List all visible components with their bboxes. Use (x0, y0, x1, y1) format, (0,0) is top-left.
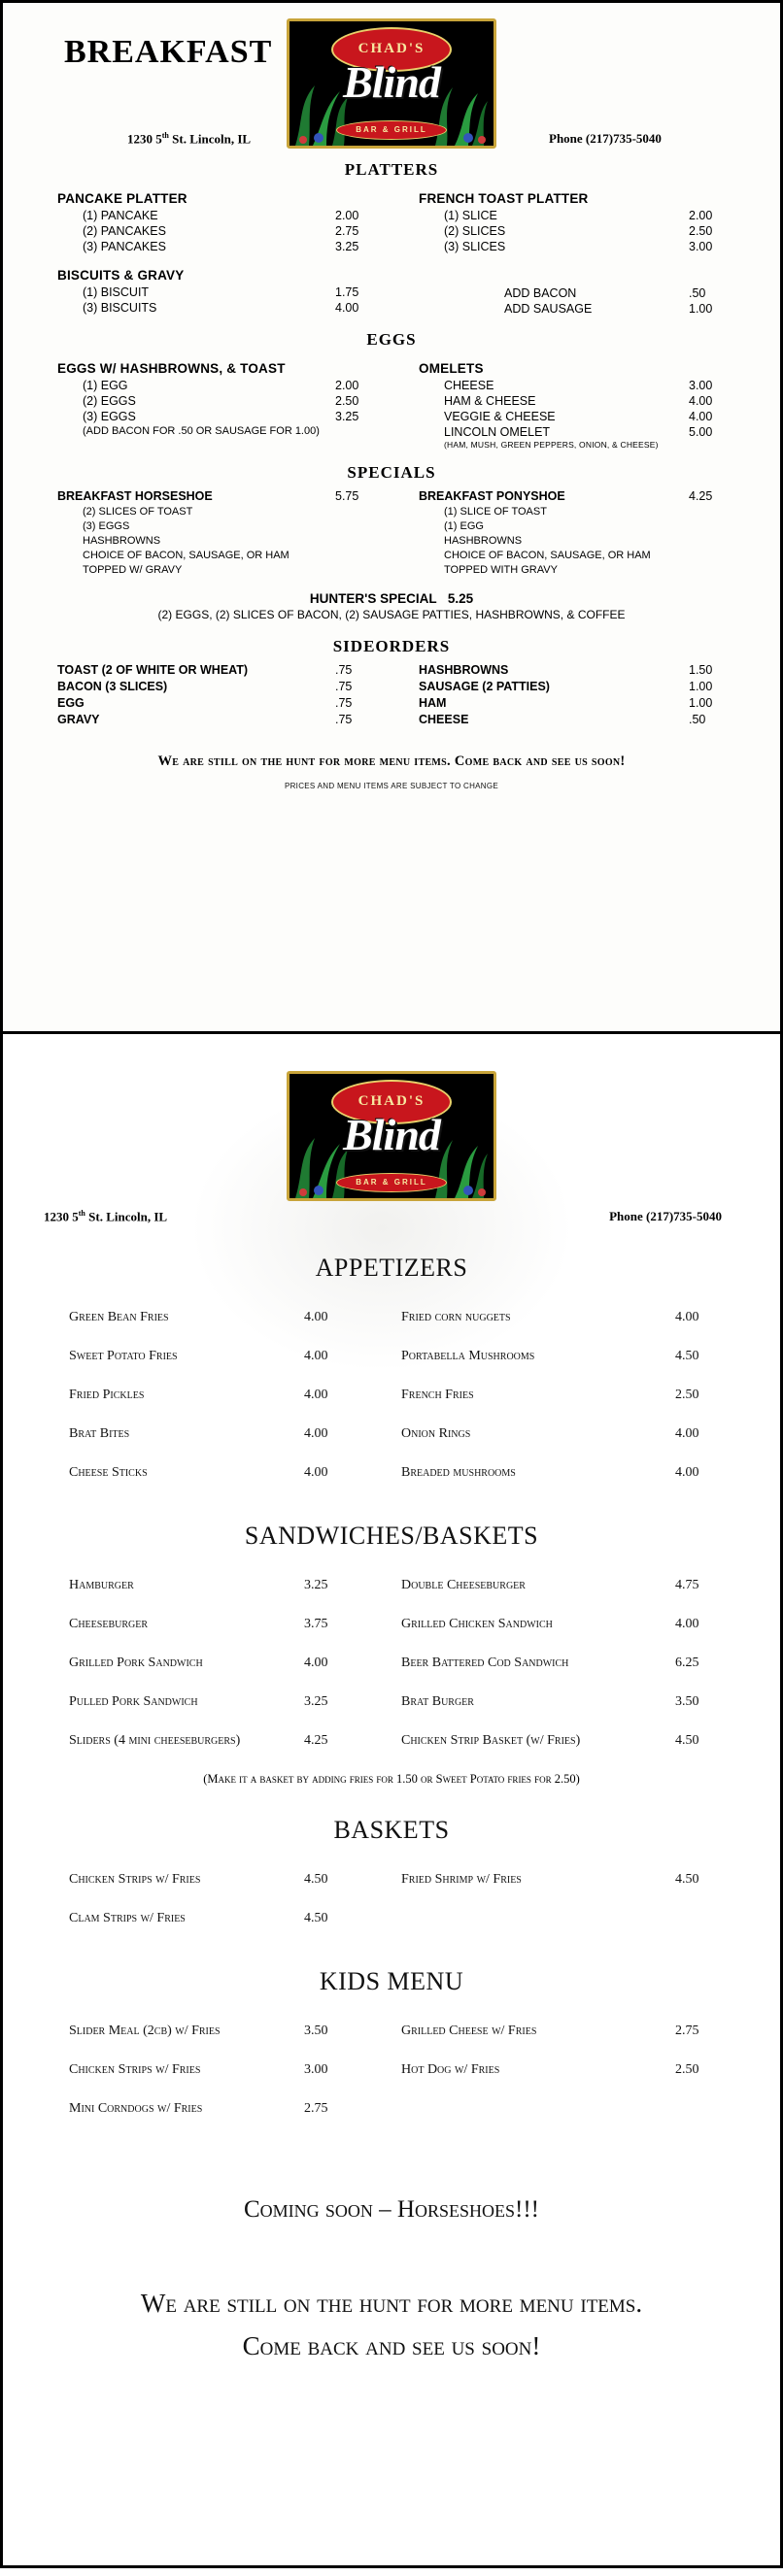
chads-blind-logo (287, 1071, 496, 1201)
kids-left-column (20, 2012, 392, 2128)
menu-item: (1) PANCAKE 2.00 (83, 209, 359, 223)
category-eggs-hashbrowns-toast: EGGS W/ HASHBROWNS, & TOAST (57, 361, 286, 377)
menu-item: Sliders (4 mini cheeseburgers) 4.25 (69, 1733, 328, 1749)
section-heading-baskets: BASKETS (333, 1816, 450, 1845)
menu-item: Fried Pickles 4.00 (69, 1388, 328, 1403)
menu-item: SAUSAGE (2 PATTIES) 1.00 (419, 680, 713, 694)
special-line: (1) EGG (444, 520, 484, 533)
menu-item: ADD BACON .50 (504, 286, 706, 301)
menu-item: (2) EGGS 2.50 (83, 394, 359, 409)
phone-number: Phone (217)735-5040 (609, 1209, 722, 1223)
special-line: CHOICE OF BACON, SAUSAGE, OR HAM (444, 550, 651, 562)
menu-item: (3) PANCAKES 3.25 (83, 240, 359, 254)
menu-item: Onion Rings 4.00 (401, 1426, 699, 1442)
section-heading-eggs: EGGS (366, 330, 417, 350)
baskets-left-column (20, 1860, 392, 1938)
page1-header (20, 17, 763, 172)
menu-item: (1) EGG 2.00 (83, 379, 359, 393)
menu-item: (1) SLICE 2.00 (444, 209, 713, 223)
logo-oval-text: CHAD'S (331, 1080, 452, 1124)
menu-item: GRAVY .75 (57, 713, 353, 727)
menu-item: Brat Burger 3.50 (401, 1694, 699, 1710)
menu-item: Portabella Mushrooms 4.50 (401, 1349, 699, 1364)
category-pancake-platter: PANCAKE PLATTER (57, 191, 187, 207)
menu-item: HAM 1.00 (419, 696, 713, 711)
kids-right-column (392, 2012, 763, 2128)
specials-right-column (392, 488, 763, 578)
menu-item: CHEESE 3.00 (444, 379, 713, 393)
footer-line-2: Come back and see us soon! (242, 2331, 541, 2361)
breakfast-menu-page (0, 0, 783, 1034)
phone-number: Phone (217)735-5040 (549, 131, 662, 146)
menu-item: (3) BISCUITS 4.00 (83, 301, 359, 316)
menu-item: (3) EGGS 3.25 (83, 410, 359, 424)
menu-item: Chicken Strip Basket (w/ Fries) 4.50 (401, 1733, 699, 1749)
menu-item: (2) PANCAKES 2.75 (83, 224, 359, 239)
menu-item: TOAST (2 OF WHITE OR WHEAT) .75 (57, 663, 353, 678)
menu-item: (2) SLICES 2.50 (444, 224, 713, 239)
page2-footer-message (20, 2282, 763, 2367)
omelet-ingredients-note: (HAM, MUSH, GREEN PEPPERS, ONION, & CHEESE) (444, 440, 659, 451)
menu-item: Hot Dog w/ Fries 2.50 (401, 2062, 699, 2078)
menu-item: Chicken Strips w/ Fries 3.00 (69, 2062, 328, 2078)
menu-item: Green Bean Fries 4.00 (69, 1310, 328, 1325)
page1-disclaimer: PRICES AND MENU ITEMS ARE SUBJECT TO CHANGE (284, 782, 499, 791)
menu-item: CHEESE .50 (419, 713, 706, 727)
special-line: (2) SLICES OF TOAST (83, 506, 193, 519)
menu-item: Cheeseburger 3.75 (69, 1617, 328, 1632)
hunters-special-heading: HUNTER'S SPECIAL 5.25 (309, 591, 474, 607)
section-heading-specials: SPECIALS (347, 463, 436, 483)
menu-item: French Fries 2.50 (401, 1388, 699, 1403)
category-french-toast-platter: FRENCH TOAST PLATTER (419, 191, 589, 207)
platters-right-column (392, 185, 763, 317)
menu-item: Chicken Strips w/ Fries 4.50 (69, 1872, 328, 1888)
menu-item: LINCOLN OMELET 5.00 (444, 425, 713, 440)
menu-item: HASHBROWNS 1.50 (419, 663, 713, 678)
logo-ribbon-text: BAR & GRILL (336, 1173, 447, 1192)
sandwiches-right-column (392, 1566, 763, 1760)
menu-item: Grilled Chicken Sandwich 4.00 (401, 1617, 699, 1632)
menu-item: Brat Bites 4.00 (69, 1426, 328, 1442)
menu-item: Grilled Cheese w/ Fries 2.75 (401, 2024, 699, 2039)
menu-item: Sweet Potato Fries 4.00 (69, 1349, 328, 1364)
page-title: BREAKFAST (64, 34, 273, 70)
platters-left-column (20, 185, 392, 317)
eggs-right-column (392, 355, 763, 450)
menu-item: Mini Corndogs w/ Fries 2.75 (69, 2101, 328, 2117)
logo-wordmark: Blind (343, 1110, 440, 1159)
kids-grid (20, 2012, 763, 2128)
section-heading-platters: PLATTERS (344, 160, 439, 180)
menu-item: Breaded mushrooms 4.00 (401, 1465, 699, 1481)
special-line: (1) SLICE OF TOAST (444, 506, 547, 519)
page2-logo-wrap (20, 1050, 763, 1201)
special-line: HASHBROWNS (444, 535, 523, 548)
menu-item: Cheese Sticks 4.00 (69, 1465, 328, 1481)
appetizers-right-column (392, 1298, 763, 1492)
page1-footer-message: We are still on the hunt for more menu items. Come back and see us soon! (157, 753, 626, 770)
menu-item: Hamburger 3.25 (69, 1578, 328, 1593)
address: 1230 5th St. Lincoln, IL (44, 1209, 168, 1224)
menu-item: HAM & CHEESE 4.00 (444, 394, 713, 409)
specials-columns (20, 488, 763, 578)
baskets-right-column (392, 1860, 763, 1938)
footer-line-1: We are still on the hunt for more menu items. (140, 2289, 643, 2319)
menu-item: Clam Strips w/ Fries 4.50 (69, 1911, 328, 1926)
menu-item: Double Cheeseburger 4.75 (401, 1578, 699, 1593)
address-superscript: th (161, 131, 169, 140)
special-line: TOPPED WITH GRAVY (444, 564, 558, 577)
menu-item: BACON (3 SLICES) .75 (57, 680, 353, 694)
logo-wordmark: Blind (343, 57, 440, 107)
menu-item: Fried Shrimp w/ Fries 4.50 (401, 1872, 699, 1888)
eggs-left-column (20, 355, 392, 450)
sandwiches-left-column (20, 1566, 392, 1760)
appetizers-grid (20, 1298, 763, 1492)
menu-item: (1) BISCUIT 1.75 (83, 285, 359, 300)
address: 1230 5th St. Lincoln, IL (127, 131, 252, 147)
food-menu-page (0, 1034, 783, 2568)
menu-item: EGG .75 (57, 696, 353, 711)
special-line: HASHBROWNS (83, 535, 161, 548)
special-line: CHOICE OF BACON, SAUSAGE, OR HAM (83, 550, 289, 562)
menu-item: Fried corn nuggets 4.00 (401, 1310, 699, 1325)
sandwiches-grid (20, 1566, 763, 1760)
platters-columns (20, 185, 763, 317)
basket-upgrade-note: (Make it a basket by adding fries for 1.50 or Sweet Potato fries for 2.50) (203, 1772, 580, 1787)
page2-contact (20, 1209, 763, 1224)
section-heading-kids-menu: KIDS MENU (319, 1967, 464, 1996)
hunters-special-description: (2) EGGS, (2) SLICES OF BACON, (2) SAUSAGE PATTIES, HASHBROWNS, & COFFEE (157, 608, 626, 622)
section-heading-sideorders: SIDEORDERS (332, 637, 451, 656)
eggs-add-note: (ADD BACON FOR .50 OR SAUSAGE FOR 1.00) (83, 425, 320, 438)
menu-item: ADD SAUSAGE 1.00 (504, 302, 713, 317)
coming-soon-banner: Coming soon – Horseshoes!!! (244, 2196, 539, 2224)
section-heading-appetizers: APPETIZERS (315, 1254, 468, 1283)
menu-item: Slider Meal (2cb) w/ Fries 3.50 (69, 2024, 328, 2039)
menu-item: VEGGIE & CHEESE 4.00 (444, 410, 713, 424)
menu-item: (3) SLICES 3.00 (444, 240, 713, 254)
logo-oval-text: CHAD'S (331, 27, 452, 72)
eggs-columns (20, 355, 763, 450)
special-line: TOPPED W/ GRAVY (83, 564, 183, 577)
baskets-grid (20, 1860, 763, 1938)
section-heading-sandwiches: SANDWICHES/BASKETS (244, 1522, 539, 1551)
sideorders-columns (20, 662, 763, 728)
menu-item: Grilled Pork Sandwich 4.00 (69, 1656, 328, 1671)
appetizers-left-column (20, 1298, 392, 1492)
logo-ribbon-text: BAR & GRILL (336, 120, 447, 140)
category-omelets: OMELETS (419, 361, 484, 377)
sideorders-left-column (20, 662, 392, 728)
address-superscript: th (78, 1209, 85, 1218)
special-line: (3) EGGS (83, 520, 130, 533)
sideorders-right-column (392, 662, 763, 728)
special-ponyshoe-title: BREAKFAST PONYSHOE 4.25 (419, 489, 713, 504)
special-horseshoe-title: BREAKFAST HORSESHOE 5.75 (57, 489, 359, 504)
menu-item: Pulled Pork Sandwich 3.25 (69, 1694, 328, 1710)
category-biscuits-gravy: BISCUITS & GRAVY (57, 268, 185, 284)
menu-item: Beer Battered Cod Sandwich 6.25 (401, 1656, 699, 1671)
chads-blind-logo (287, 18, 496, 149)
specials-left-column (20, 488, 392, 578)
